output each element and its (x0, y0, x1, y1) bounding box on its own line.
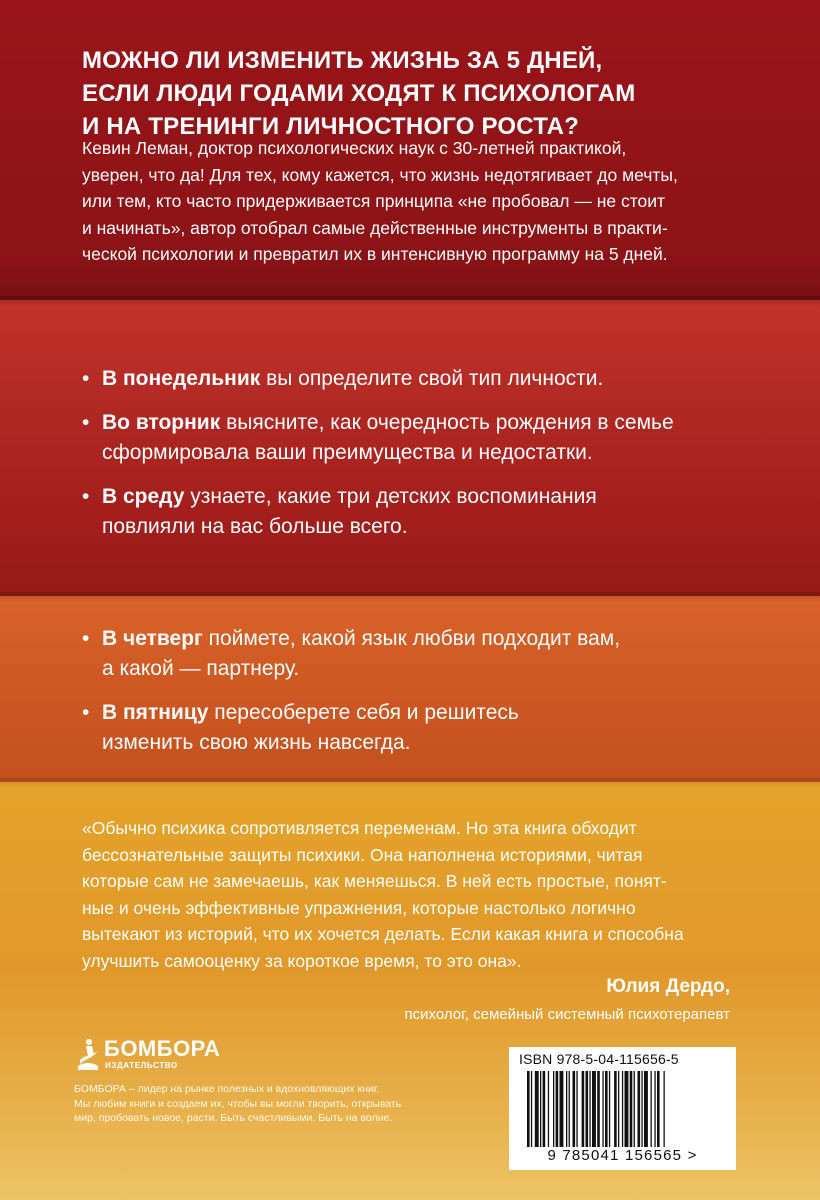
barcode-bar (651, 1071, 652, 1147)
barcode-bar (622, 1071, 623, 1147)
item-text-cont: изменить свою жизнь навсегда. (102, 731, 411, 754)
barcode-bar (540, 1071, 541, 1147)
quote-line: вытекают из историй, что их хочется делать. Если какая книга и способна (82, 924, 684, 944)
headline-line: ЕСЛИ ЛЮДИ ГОДАМИ ХОДЯТ К ПСИХОЛОГАМ (82, 80, 636, 107)
item-text-cont: повлияли на вас больше всего. (102, 515, 408, 538)
intro-line: и начинать», автор отобрал самые действенные инструменты в практи- (82, 217, 668, 238)
quote-line: бессознательные защиты психики. Она наполнена историями, читая (82, 844, 643, 865)
weekday-label: В среду (102, 485, 185, 508)
publisher-logo (74, 1034, 224, 1074)
wave-rider-icon (74, 1036, 102, 1072)
weekday-label: В понедельник (102, 367, 261, 390)
barcode-bar (630, 1071, 633, 1147)
headline-line: МОЖНО ЛИ ИЗМЕНИТЬ ЖИЗНЬ ЗА 5 ДНЕЙ, (82, 47, 603, 74)
quote-line: улучшить самооценку за короткое время, то это она». (82, 950, 522, 971)
barcode-bar (586, 1071, 589, 1147)
intro-line: Кевин Леман, доктор психологических наук с 30-летней практикой, (82, 138, 627, 158)
blurb-line: Мы любим книги и создаем их, чтобы вы могли творить, открывать (74, 1097, 402, 1110)
intro-line: уверен, что да! Для тех, кому кажется, что жизнь недотягивает до мечты, (82, 164, 678, 185)
barcode-bar (638, 1071, 641, 1147)
barcode-bar (531, 1071, 532, 1147)
barcode-bar (644, 1071, 648, 1147)
weekday-label: В четверг (102, 627, 203, 650)
barcode-bar (634, 1071, 635, 1147)
barcode-bar (605, 1071, 608, 1147)
barcode-bar (657, 1071, 660, 1147)
item-text-cont: а какой — партнеру. (102, 657, 300, 680)
item-text-cont: сформировала ваши преимущества и недостатки. (102, 441, 593, 464)
quote-line: «Обычно психика сопротивляется переменам. Но эта книга обходит (82, 818, 637, 838)
item-text: узнаете, какие три детских воспоминания (184, 485, 597, 508)
barcode-bar (566, 1071, 567, 1147)
quote-line: которые сам не замечаешь, как меняешься. В ней есть простые, понят- (82, 871, 667, 891)
barcode-bar (560, 1071, 564, 1147)
publisher-name: БОМБОРА (104, 1036, 221, 1061)
bullet-icon: • (82, 411, 90, 434)
headline-line: И НА ТРЕНИНГИ ЛИЧНОСТНОГО РОСТА? (82, 113, 579, 140)
weekday-list-top (82, 364, 762, 556)
publisher-sub: ИЗДАТЕЛЬСТВО (105, 1061, 178, 1070)
headline (82, 44, 782, 143)
weekday-list-bottom (82, 624, 762, 772)
publisher-blurb (74, 1082, 494, 1126)
intro-paragraph (82, 135, 762, 268)
band-divider (0, 778, 820, 788)
barcode-bar (569, 1071, 570, 1147)
list-item (82, 482, 762, 542)
barcode-bar (548, 1071, 549, 1147)
weekday-label: В пятницу (102, 701, 209, 724)
bullet-icon: • (82, 627, 90, 650)
blurb-line: БОМБОРА – лидер на рынке полезных и вдохновляющих книг. (74, 1083, 380, 1095)
band-divider (0, 296, 820, 306)
barcode-bar (527, 1071, 530, 1147)
barcode-bar (654, 1071, 655, 1147)
item-text: вы определите свой тип личности. (260, 367, 604, 390)
barcode-bar (553, 1071, 554, 1147)
barcode-bar (614, 1071, 617, 1147)
barcode-block (509, 1047, 736, 1170)
bullet-icon: • (82, 367, 90, 390)
list-item (82, 698, 762, 758)
quote-author: Юлия Дердо, (606, 976, 730, 997)
barcode-bar (609, 1071, 610, 1147)
barcode-bar (535, 1071, 539, 1147)
blurb-line: мир, пробовать новое, расти. Быть счастливыми. Быть на волне. (74, 1112, 393, 1124)
list-item (82, 408, 762, 468)
quote-line: ные и очень эффективные упражнения, которые настолько логично (82, 897, 636, 918)
item-text: пересоберете себя и решитесь (208, 701, 519, 724)
band-divider (0, 592, 820, 602)
intro-line: ческой психологии и превратил их в интенсивную программу на 5 дней. (82, 244, 668, 264)
barcode-icon (525, 1071, 721, 1147)
list-item (82, 624, 762, 684)
intro-line: или тем, кто часто придерживается принципа «не пробовал — не стоит (82, 191, 666, 211)
barcode-bar (602, 1071, 603, 1147)
barcode-bar (582, 1071, 585, 1147)
weekday-label: Во вторник (102, 411, 221, 434)
barcode-digits: 9 785041 156565 > (547, 1147, 698, 1164)
isbn-text: ISBN 978-5-04-115656-5 (519, 1051, 679, 1067)
barcode-bar (618, 1071, 619, 1147)
barcode-bar (573, 1071, 576, 1147)
barcode-bar (641, 1071, 642, 1147)
barcode-bar (664, 1071, 665, 1147)
item-text: поймете, какой язык любви подходит вам, (202, 627, 621, 650)
barcode-bar (597, 1071, 600, 1147)
bullet-icon: • (82, 701, 90, 724)
list-item (82, 364, 762, 394)
barcode-bar (543, 1071, 546, 1147)
quote-author-role: психолог, семейный системный психотерапевт (404, 1006, 730, 1023)
barcode-bar (589, 1071, 590, 1147)
testimonial-quote (82, 815, 762, 974)
barcode-bar (576, 1071, 577, 1147)
bullet-icon: • (82, 485, 90, 508)
barcode-bar (625, 1071, 629, 1147)
barcode-bar (556, 1071, 559, 1147)
item-text: выясните, как очередность рождения в семье (220, 411, 674, 434)
barcode-bar (592, 1071, 596, 1147)
